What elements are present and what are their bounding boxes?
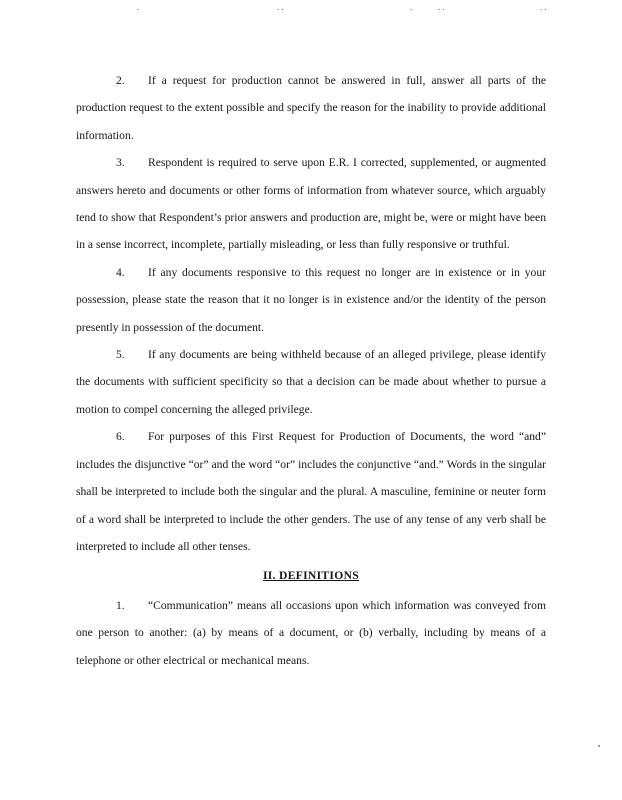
instruction-paragraph-2	[76, 67, 546, 149]
instruction-paragraph-3	[76, 149, 546, 259]
instruction-paragraph-5	[76, 341, 546, 423]
scan-mark: ..	[438, 2, 447, 12]
scan-mark: ..	[540, 2, 549, 12]
paragraph-number: 3.	[116, 156, 125, 170]
instruction-paragraph-4	[76, 259, 546, 341]
definition-paragraph-1	[76, 592, 546, 674]
scan-mark: .	[137, 2, 142, 12]
paragraph-text: Respondent is required to serve upon E.R. I corrected, supplemented, or augmented answers hereto and documents or other forms of information from whatever source, which arguably tend to show that Respondent’s prior answers and production are, might be, were or might have been in a sense incorrect, incomplete, partially misleading, or less than fully responsive or truthful.	[76, 156, 546, 252]
scan-mark: .	[410, 2, 415, 12]
paragraph-number: 6.	[116, 430, 125, 444]
section-heading-definitions: II. DEFINITIONS	[263, 569, 359, 583]
paragraph-text: If any documents responsive to this request no longer are in existence or in your possession, please state the reason that it no longer is in existence and/or the identity of the person presently in possession of the document.	[76, 265, 546, 334]
scan-speck	[598, 745, 600, 747]
paragraph-text: For purposes of this First Request for Production of Documents, the word “and” includes the disjunctive “or” and the word “or” includes the conjunctive “and.” Words in the singular shall be interpreted to include both the singular and the plural. A masculine, feminine or neuter form of a word shall be interpreted to include the other genders. The use of any tense of any verb shall be interpreted to include all other tenses.	[76, 430, 546, 553]
paragraph-text: “Communication” means all occasions upon which information was conveyed from one person to another: (a) by means of a document, or (b) verbally, including by means of a telephone or other electrical or mechanical means.	[76, 598, 546, 667]
paragraph-text: If any documents are being withheld because of an alleged privilege, please identify the documents with sufficient specificity so that a decision can be made about whether to pursue a motion to compel concerning the alleged privilege.	[76, 348, 546, 416]
instruction-paragraph-6	[76, 423, 546, 560]
paragraph-text: If a request for production cannot be answered in full, answer all parts of the production request to the extent possible and specify the reason for the inability to provide additional information.	[76, 74, 546, 142]
paragraph-number: 1.	[116, 598, 125, 612]
scan-mark: ..	[277, 2, 286, 12]
paragraph-number: 5.	[116, 348, 125, 362]
document-body	[76, 67, 546, 674]
paragraph-number: 2.	[116, 74, 125, 87]
paragraph-number: 4.	[116, 265, 125, 279]
scan-header-marks	[0, 2, 622, 12]
